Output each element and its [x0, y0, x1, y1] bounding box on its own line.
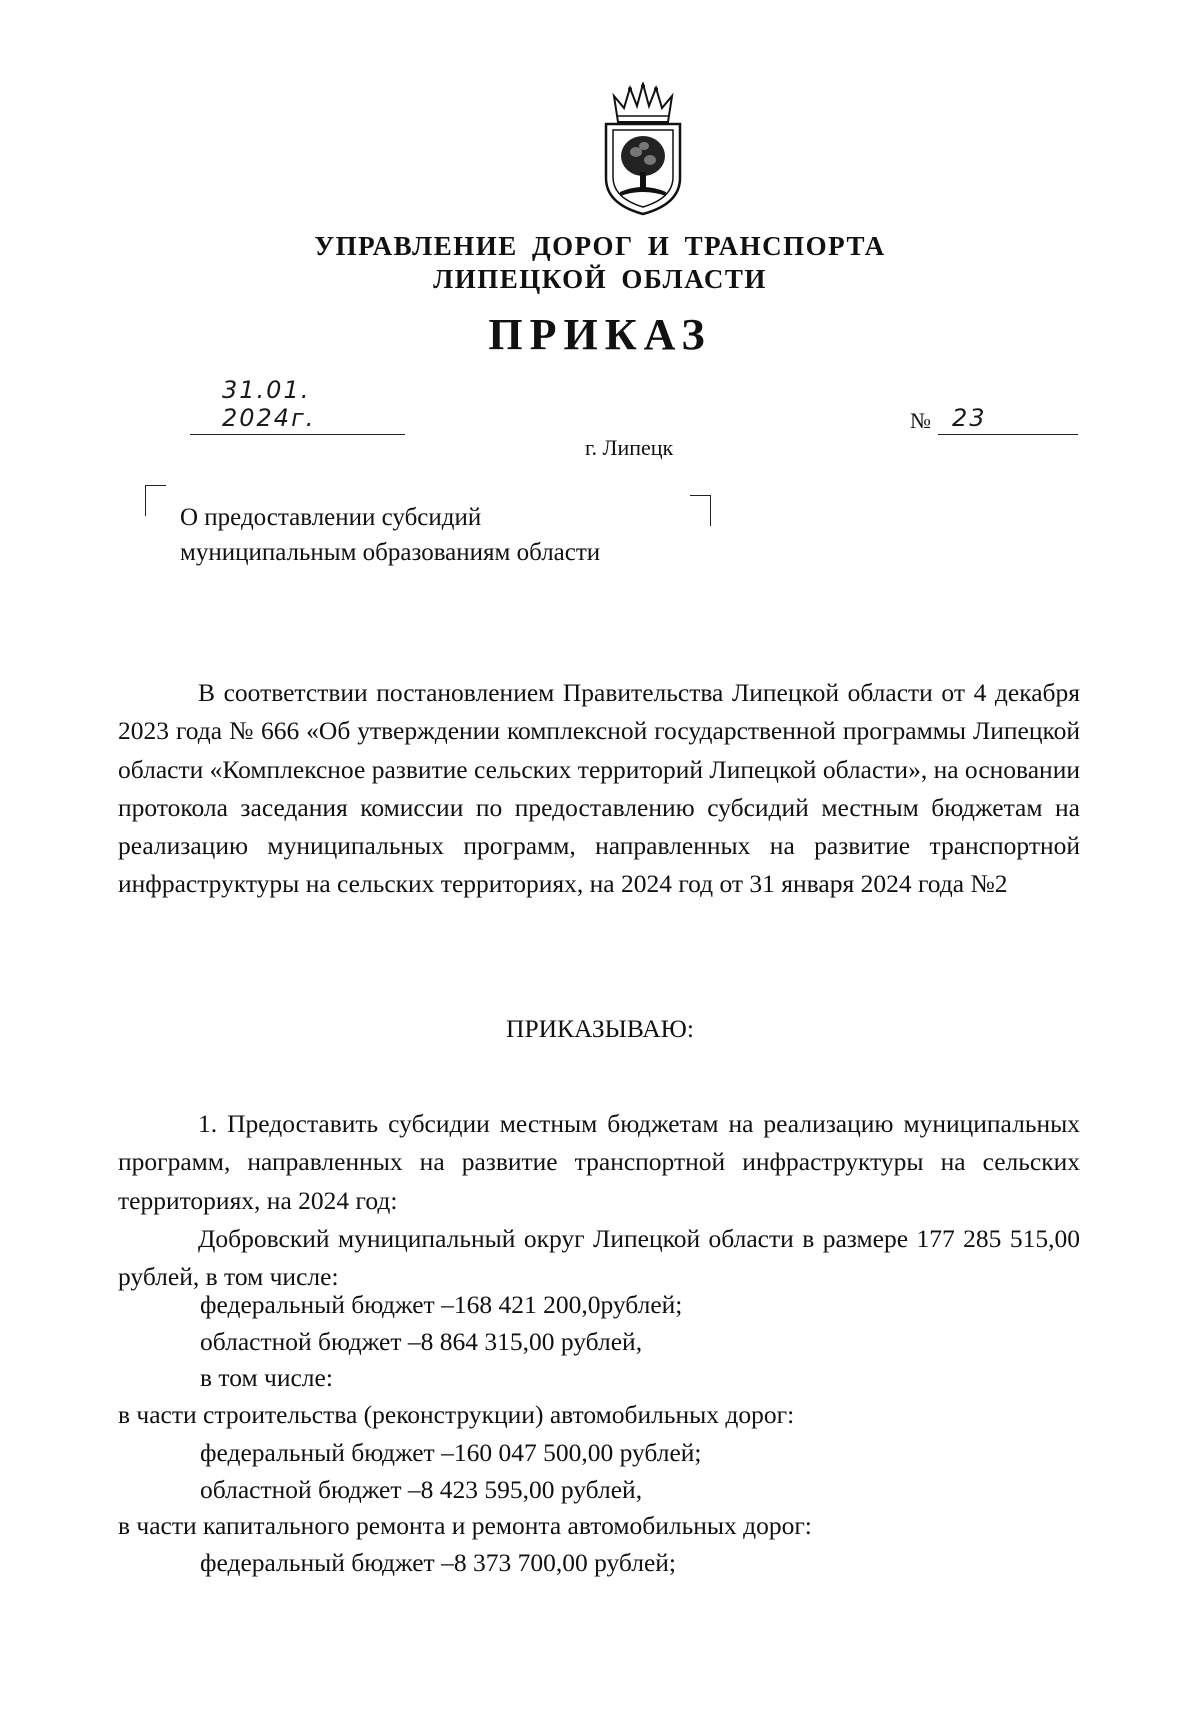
order-heading: ПРИКАЗЫВАЮ: — [506, 1014, 694, 1043]
budget-section-heading: в части капитального ремонта и ремонта автомобильных дорог: — [118, 1511, 812, 1540]
organization-name-line-2: ЛИПЕЦКОЙ ОБЛАСТИ — [433, 264, 767, 294]
subject-bracket-left — [145, 485, 166, 516]
date-field — [190, 376, 405, 435]
subject-bracket-right — [690, 495, 711, 526]
budget-line: федеральный бюджет –160 047 500,00 рублей; — [200, 1438, 702, 1467]
handwritten-date: 31.01. 2024г. — [222, 376, 316, 432]
preamble-paragraph: В соответствии постановлением Правительства Липецкой области от 4 декабря 2023 года № 666 «Об утверждении комплексной государственной программы Липецкой области «Комплексное развитие сельских территорий Липецкой области», на основании протокола заседания комиссии по предоставлению субсидий местным бюджетам на реализацию муниципальных программ, направленных на развитие транспортной инфраструктуры на сельских территориях, на 2024 год от 31 января 2024 года №2 — [118, 678, 1080, 899]
organization-name-line-1: УПРАВЛЕНИЕ ДОРОГ И ТРАНСПОРТА — [314, 231, 886, 261]
budget-section-heading: в части строительства (реконструкции) автомобильных дорог: — [118, 1400, 795, 1429]
order-item-1: 1. Предоставить субсидии местным бюджетам на реализацию муниципальных программ, направленных на развитие транспортной инфраструктуры на сельских территориях, на 2024 год: — [118, 1109, 1080, 1215]
city-name: г. Липецк — [585, 435, 674, 460]
budget-line: областной бюджет –8 423 595,00 рублей, — [200, 1475, 643, 1504]
budget-line: федеральный бюджет –8 373 700,00 рублей; — [200, 1548, 677, 1577]
budget-line: областной бюджет –8 864 315,00 рублей, — [200, 1327, 643, 1356]
number-field — [938, 400, 1078, 435]
budget-line: в том числе: — [200, 1363, 333, 1392]
handwritten-number: 23 — [952, 404, 987, 432]
subject-line-1: О предоставлении субсидий — [180, 504, 482, 531]
district-paragraph: Добровский муниципальный округ Липецкой области в размере 177 285 515,00 рублей, в том числе: — [118, 1224, 1080, 1292]
subject-line-2: муниципальным образованиям области — [180, 539, 601, 566]
document-subject — [180, 500, 600, 570]
budget-line: федеральный бюджет –168 421 200,0рублей; — [200, 1290, 683, 1319]
number-label: № — [910, 408, 931, 433]
document-type-title: ПРИКАЗ — [488, 310, 712, 359]
coat-of-arms-icon — [600, 82, 686, 217]
